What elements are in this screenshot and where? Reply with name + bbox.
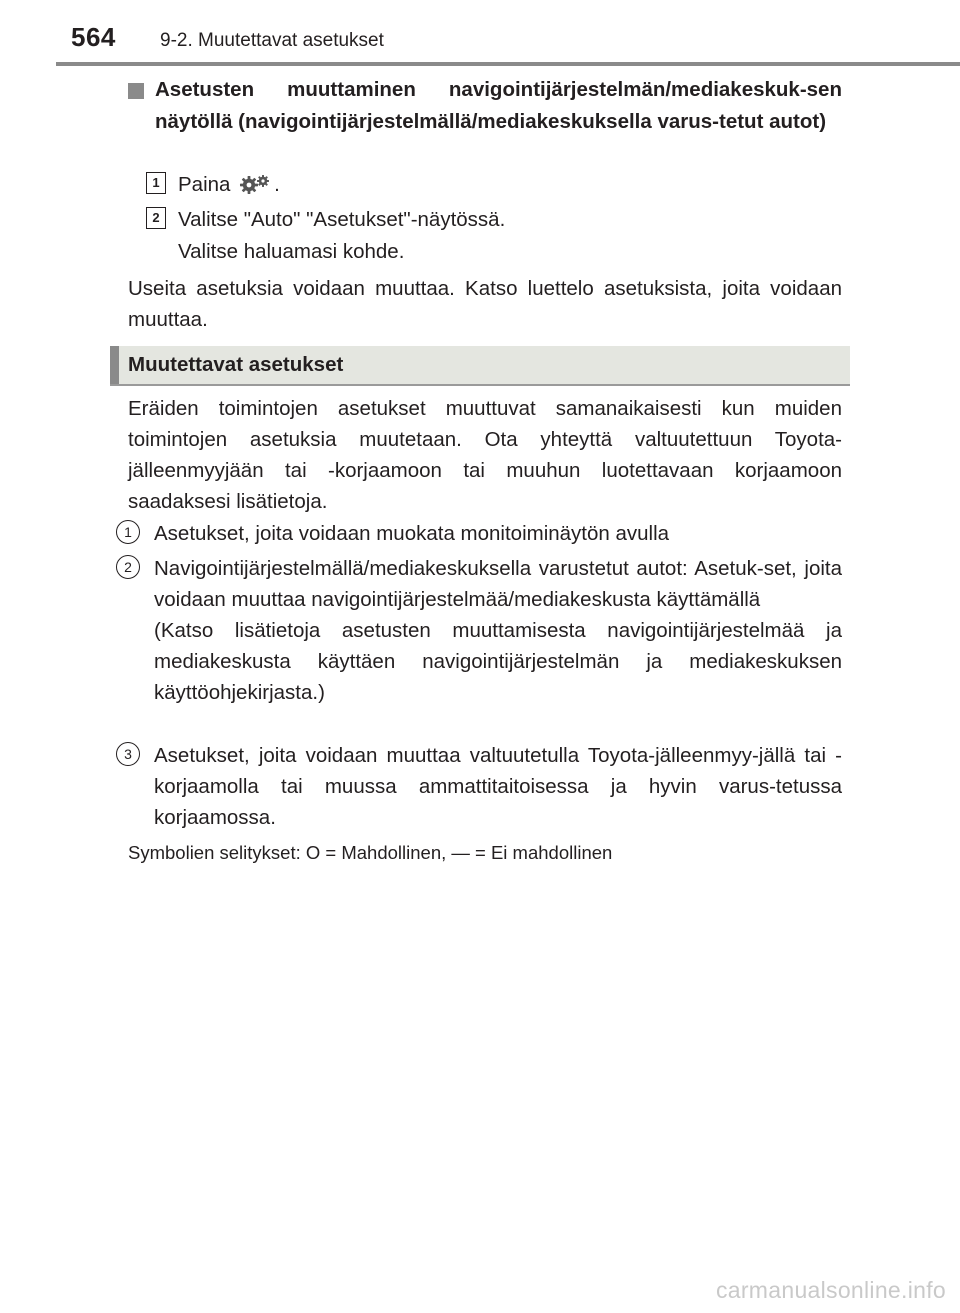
step-text xyxy=(178,169,280,205)
step-1-text-end: . xyxy=(274,173,280,196)
list-item xyxy=(116,553,842,708)
step-2-line-2: Valitse haluamasi kohde. xyxy=(178,240,405,263)
item-text-block xyxy=(154,553,842,708)
intro-paragraph: Useita asetuksia voidaan muuttaa. Katso luettelo asetuksista, joita voidaan muuttaa. xyxy=(128,277,842,331)
item-text: Asetukset, joita voidaan muuttaa valtuutetulla Toyota-jälleenmyy-jällä tai -korjaamolla tai muussa ammattitaitoisessa ja hyvin varus-tetussa korjaamossa. xyxy=(154,744,842,829)
step-2-line-1: Valitse "Auto" "Asetukset"-näytössä. xyxy=(178,208,506,231)
list-item xyxy=(116,518,842,549)
section-title-bar xyxy=(110,346,850,386)
header-rule xyxy=(56,62,960,66)
settings-gears-icon xyxy=(238,173,272,205)
subsection-heading xyxy=(128,74,842,138)
symbol-footnote: Symbolien selitykset: O = Mahdollinen, — = Ei mahdollinen xyxy=(128,842,613,863)
step-text xyxy=(178,204,505,268)
chapter-title: 9-2. Muutettavat asetukset xyxy=(160,30,384,51)
step-number-box: 1 xyxy=(146,172,166,194)
page-header xyxy=(0,0,960,64)
item-number-circle: 1 xyxy=(116,520,140,544)
item-note: (Katso lisätietoja asetusten muuttamisesta navigointijärjestelmää ja mediakeskusta käyttäen navigointijärjestelmän ja mediakeskuksen käyttöohjekirjasta.) xyxy=(154,619,842,704)
step-1-text: Paina xyxy=(178,173,231,196)
section-title-accent xyxy=(110,346,119,384)
item-number-circle: 2 xyxy=(116,555,140,579)
page-number: 564 xyxy=(71,22,116,52)
item-text: Asetukset, joita voidaan muokata monitoiminäytön avulla xyxy=(154,522,670,545)
square-bullet-icon xyxy=(128,83,144,99)
section-title: Muutettavat asetukset xyxy=(128,353,344,376)
section-paragraph: Eräiden toimintojen asetukset muuttuvat samanaikaisesti kun muiden toimintojen asetuksia muutetaan. Ota yhteyttä valtuutettuun Toyota-jälleenmyyjään tai -korjaamoon tai muuhun luotettavaan korjaamoon saadaksesi lisätietoja. xyxy=(128,397,842,513)
watermark: carmanualsonline.info xyxy=(715,1277,946,1303)
step-number-box: 2 xyxy=(146,207,166,229)
list-item xyxy=(116,740,842,833)
subsection-heading-text: Asetusten muuttaminen navigointijärjestelmän/mediakeskuk-sen näytöllä (navigointijärjestelmällä/mediakeskuksella varus-tetut autot) xyxy=(155,78,842,133)
item-number-circle: 3 xyxy=(116,742,140,766)
item-text: Navigointijärjestelmällä/mediakeskuksella varustetut autot: Asetuk-set, joita voidaan muuttaa navigointijärjestelmää/mediakeskusta käyttämällä xyxy=(154,557,842,611)
